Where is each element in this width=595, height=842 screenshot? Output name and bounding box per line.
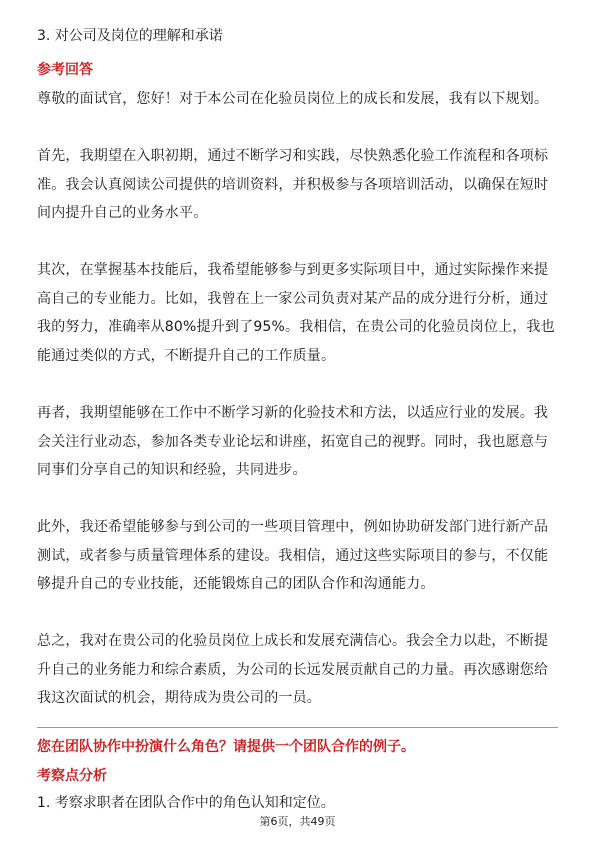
paragraph-fourth: 此外，我还希望能够参与到公司的一些项目管理中，例如协助研发部门进行新产品测试，或者参与质量管理体系的建设。我相信，通过这些实际项目的参与，不仅能够提升自己的专业技能，还能锻炼自己的团队合作和沟通能力。	[37, 519, 549, 592]
section-heading: 3. 对公司及岗位的理解和承诺	[37, 28, 223, 44]
analysis-label: 考察点分析	[37, 768, 107, 784]
page-footer: 第6页，共49页	[259, 815, 336, 828]
answer-label: 参考回答	[37, 62, 93, 78]
paragraph-conclusion: 总之，我对在贵公司的化验员岗位上成长和发展充满信心。我会全力以赴，不断提升自己的业务能力和综合素质，为公司的长远发展贡献自己的力量。再次感谢您给我这次面试的机会，期待成为贵公司的一员。	[37, 633, 549, 706]
paragraph-third: 再者，我期望能够在工作中不断学习新的化验技术和方法，以适应行业的发展。我会关注行业动态，参加各类专业论坛和讲座，拓宽自己的视野。同时，我也愿意与同事们分享自己的知识和经验，共同进步。	[37, 405, 549, 478]
paragraph-first: 首先，我期望在入职初期，通过不断学习和实践，尽快熟悉化验工作流程和各项标准。我会认真阅读公司提供的培训资料，并积极参与各项培训活动，以确保在短时间内提升自己的业务水平。	[37, 148, 549, 221]
next-question-heading: 您在团队协作中扮演什么角色？请提供一个团队合作的例子。	[37, 739, 415, 755]
paragraph-second: 其次，在掌握基本技能后，我希望能够参与到更多实际项目中，通过实际操作来提高自己的专业能力。比如，我曾在上一家公司负责对某产品的成分进行分析，通过我的努力，准确率从80%提升到了95%。我相信，在贵公司的化验员岗位上，我也能通过类似的方式，不断提升自己的工作质量。	[37, 262, 555, 364]
paragraph-greeting: 尊敬的面试官，您好！对于本公司在化验员岗位上的成长和发展，我有以下规划。	[37, 91, 549, 107]
section-divider	[37, 727, 558, 728]
analysis-point: 1. 考察求职者在团队合作中的角色认知和定位。	[37, 795, 335, 811]
